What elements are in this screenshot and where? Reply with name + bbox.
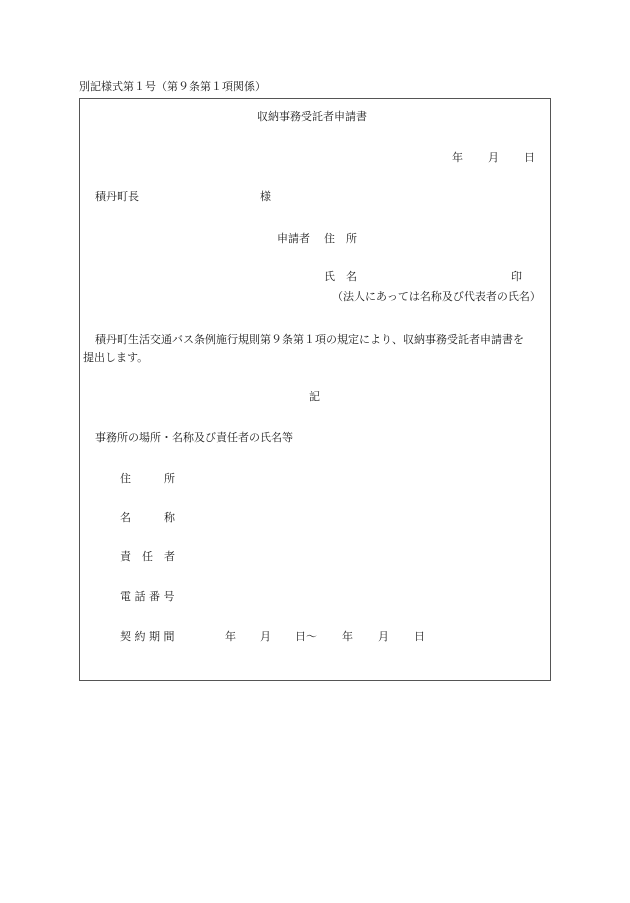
contract-end-month: 月	[378, 630, 389, 643]
date-month: 月	[488, 151, 499, 164]
section-heading: 事務所の場所・名称及び責任者の氏名等	[95, 431, 293, 444]
contract-start-year: 年	[225, 630, 236, 643]
contract-start-month: 月	[260, 630, 271, 643]
field-contract-period-label: 契 約 期 間	[120, 630, 175, 643]
field-name-label: 名 称	[120, 511, 175, 524]
contract-end-year: 年	[342, 630, 353, 643]
applicant-address-label: 住 所	[324, 232, 357, 245]
applicant-name-label: 氏 名	[324, 270, 357, 283]
field-address-label: 住 所	[120, 472, 175, 485]
form-title: 収納事務受託者申請書	[257, 110, 367, 123]
field-phone-label: 電 話 番 号	[120, 590, 175, 603]
addressee-honorific: 様	[260, 190, 271, 203]
contract-start-day: 日〜	[295, 630, 317, 643]
corporate-note: （法人にあっては名称及び代表者の氏名）	[332, 290, 541, 303]
contract-end-day: 日	[414, 630, 425, 643]
applicant-label: 申請者	[277, 232, 310, 245]
date-year: 年	[452, 151, 463, 164]
date-day: 日	[524, 151, 535, 164]
form-reference: 別記様式第１号（第９条第１項関係）	[79, 80, 266, 93]
seal-mark: 印	[511, 270, 522, 283]
field-responsible-label: 責 任 者	[120, 550, 175, 563]
body-line-2: 提出します。	[83, 351, 149, 364]
body-line-1: 積丹町生活交通バス条例施行規則第９条第１項の規定により、収納事務受託者申請書を	[95, 333, 524, 346]
ki-heading: 記	[309, 390, 320, 403]
addressee-name: 積丹町長	[95, 190, 139, 203]
